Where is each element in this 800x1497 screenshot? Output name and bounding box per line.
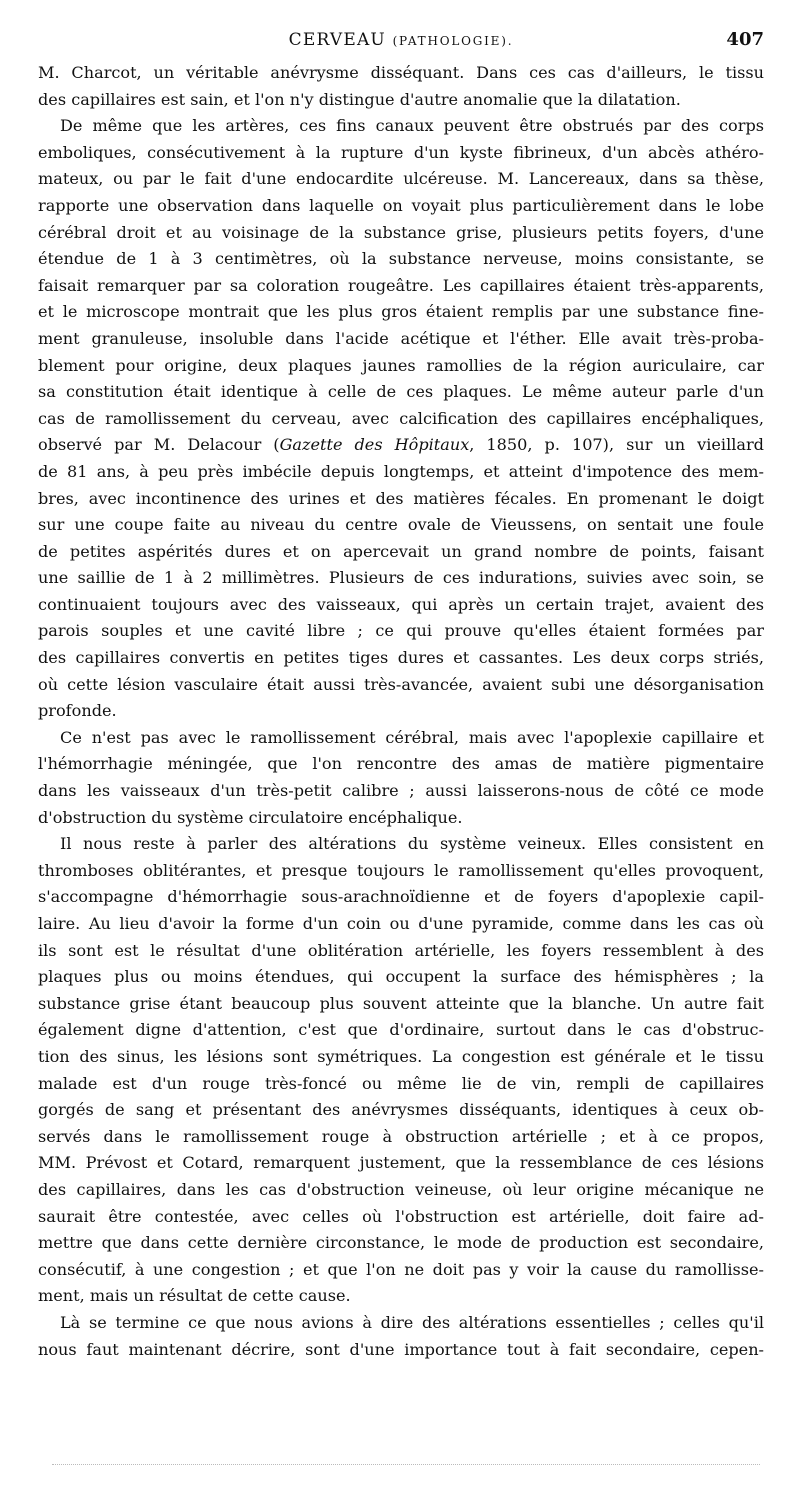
text-line: ment granuleuse, insoluble dans l'acide acétique et l'éther. Elle avait très-proba- [38, 328, 764, 348]
text-line: une saillie de 1 à 2 millimètres. Plusieurs de ces indurations, suivies avec soin, se [38, 568, 764, 588]
text-line: emboliques, consécutivement à la rupture d'un kyste fibrineux, d'un abcès athéro- [38, 142, 764, 162]
text-line: où cette lésion vasculaire était aussi très-avancée, avaient subi une désorganisation [38, 674, 764, 694]
text-line: Là se termine ce que nous avions à dire des altérations essentielles ; celles qu'il [60, 1312, 764, 1332]
text-line: mettre que dans cette dernière circonstance, le mode de production est secondaire, [38, 1233, 764, 1253]
text-line: observé par M. Delacour (Gazette des Hôpitaux, 1850, p. 107), sur un vieillard [38, 435, 764, 455]
text-line: de 81 ans, à peu près imbécile depuis longtemps, et atteint d'impotence des mem- [38, 461, 764, 481]
text-line: blement pour origine, deux plaques jaunes ramollies de la région auriculaire, car [38, 355, 764, 375]
text-line: ils sont est le résultat d'une oblitération artérielle, les foyers ressemblent à des [38, 940, 764, 960]
paragraph [38, 1310, 764, 1363]
text-line: dans les vaisseaux d'un très-petit calibre ; aussi laisserons-nous de côté ce mode [38, 781, 764, 801]
text-line: rapporte une observation dans laquelle on voyait plus particulièrement dans le lobe [38, 195, 764, 215]
text-line: des capillaires, dans les cas d'obstruction veineuse, où leur origine mécanique ne [38, 1179, 764, 1199]
paragraph [38, 831, 764, 1310]
text-line: gorgés de sang et présentant des anévrysmes disséquants, identiques à ceux ob- [38, 1100, 764, 1120]
text-line: profonde. [38, 701, 117, 721]
text-line: MM. Prévost et Cotard, remarquent justement, que la ressemblance de ces lésions [38, 1153, 764, 1173]
text-line: bres, avec incontinence des urines et des matières fécales. En promenant le doigt [38, 488, 764, 508]
text-line: saurait être contestée, avec celles où l'obstruction est artérielle, doit faire ad- [38, 1206, 764, 1226]
text-line: tion des sinus, les lésions sont symétriques. La congestion est générale et le tissu [38, 1046, 764, 1066]
page-number: 407 [726, 29, 764, 50]
bottom-margin-noise [52, 1464, 760, 1467]
text-line: continuaient toujours avec des vaisseaux, qui après un certain trajet, avaient des [38, 594, 764, 614]
running-title-main: CERVEAU [288, 30, 386, 50]
text-line: parois souples et une cavité libre ; ce qui prouve qu'elles étaient formées par [38, 621, 764, 641]
text-line: d'obstruction du système circulatoire encéphalique. [38, 807, 463, 827]
text-line: Ce n'est pas avec le ramollissement cérébral, mais avec l'apoplexie capillaire et [60, 727, 764, 747]
text-line: laire. Au lieu d'avoir la forme d'un coin ou d'une pyramide, comme dans les cas où [38, 914, 764, 933]
body-text [38, 60, 764, 1363]
text-line: De même que les artères, ces fins canaux peuvent être obstrués par des corps [60, 116, 764, 136]
text-line: de petites aspérités dures et on apercevait un grand nombre de points, faisant [38, 541, 764, 561]
text-line: Il nous reste à parler des altérations du système veineux. Elles consistent en [60, 834, 764, 854]
journal-title: Gazette des Hôpitaux [279, 435, 470, 455]
text-line: thromboses oblitérantes, et presque toujours le ramollissement qu'elles provoquent, [38, 860, 764, 880]
running-header [38, 30, 764, 56]
running-title [38, 30, 764, 50]
text-line: des capillaires est sain, et l'on n'y distingue d'autre anomalie que la dilatation. [38, 89, 681, 109]
text-line: faisait remarquer par sa coloration rougeâtre. Les capillaires étaient très-apparents, [38, 275, 764, 295]
text-line: s'accompagne d'hémorrhagie sous-arachnoïdienne et de foyers d'apoplexie capil- [38, 887, 764, 907]
text-line: ment, mais un résultat de cette cause. [38, 1286, 351, 1306]
text-line: et le microscope montrait que les plus gros étaient remplis par une substance fine- [38, 302, 764, 322]
paragraph [38, 60, 764, 113]
paragraph [38, 725, 764, 831]
text-line: consécutif, à une congestion ; et que l'on ne doit pas y voir la cause du ramollisse- [38, 1259, 764, 1279]
text-line: substance grise étant beaucoup plus souvent atteinte que la blanche. Un autre fait [38, 993, 764, 1013]
text-line: malade est d'un rouge très-foncé ou même lie de vin, rempli de capillaires [38, 1073, 764, 1093]
text-line: sa constitution était identique à celle de ces plaques. Le même auteur parle d'un [38, 382, 764, 402]
running-title-subtitle: (PATHOLOGIE). [392, 34, 514, 48]
text-line: également digne d'attention, c'est que d'ordinaire, surtout dans le cas d'obstruc- [38, 1020, 764, 1040]
paragraph [38, 113, 764, 725]
text-line: servés dans le ramollissement rouge à obstruction artérielle ; et à ce propos, [38, 1126, 764, 1146]
text-line: cérébral droit et au voisinage de la substance grise, plusieurs petits foyers, d'une [38, 222, 764, 242]
text-line: mateux, ou par le fait d'une endocardite ulcéreuse. M. Lancereaux, dans sa thèse, [38, 169, 764, 189]
text-line: sur une coupe faite au niveau du centre ovale de Vieussens, on sentait une foule [38, 515, 764, 535]
text-line: des capillaires convertis en petites tiges dures et cassantes. Les deux corps striés, [38, 648, 764, 668]
text-line: plaques plus ou moins étendues, qui occupent la surface des hémisphères ; la [38, 967, 764, 987]
text-line: M. Charcot, un véritable anévrysme disséquant. Dans ces cas d'ailleurs, le tissu [38, 63, 764, 82]
text-line: l'hémorrhagie méningée, que l'on rencontre des amas de matière pigmentaire [38, 754, 764, 774]
text-line: nous faut maintenant décrire, sont d'une importance tout à fait secondaire, cepen- [38, 1339, 764, 1359]
text-line: cas de ramollissement du cerveau, avec calcification des capillaires encéphaliques, [38, 408, 764, 428]
text-line: étendue de 1 à 3 centimètres, où la substance nerveuse, moins consistante, se [38, 249, 764, 269]
